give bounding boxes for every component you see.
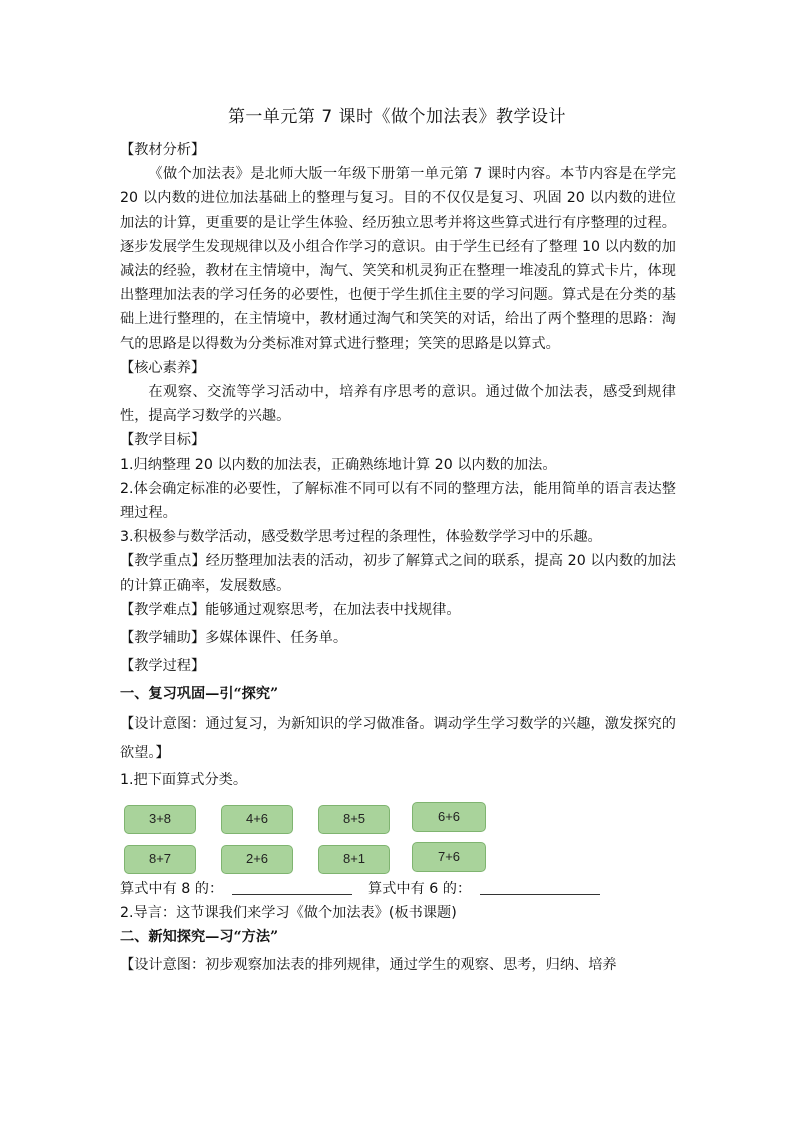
equation-card[interactable]: 6+6 (412, 802, 486, 832)
key-points: 【教学重点】经历整理加法表的活动，初步了解算式之间的联系，提高 20 以内数的加法的计算正确率，发展数感。 (120, 553, 676, 594)
goal-item: 2.体会确定标准的必要性，了解标准不同可以有不同的整理方法，能用简单的语言表达整理过程。 (120, 480, 676, 522)
blank-label-6: 算式中有 6 的： (368, 880, 472, 897)
equation-card[interactable]: 8+7 (124, 845, 196, 874)
section2-intent: 【设计意图：初步观察加法表的排列规律，通过学生的观察、思考，归纳、培养 (120, 957, 617, 974)
section2-heading: 二、新知探究—习“方法” (120, 928, 279, 945)
goal-item: 3.积极参与数学活动，感受数学思考过程的条理性，体验数学学习中的乐趣。 (120, 529, 602, 546)
process-heading: 【教学过程】 (120, 658, 206, 675)
page-title: 第一单元第 7 课时《做个加法表》教学设计 (227, 107, 567, 127)
section1-task2: 2.导言：这节课我们来学习《做个加法表》(板书课题) (120, 904, 457, 921)
analysis-paragraph: 《做个加法表》是北师大版一年级下册第一单元第 7 课时内容。本节内容是在学完 20 以内数的进位加法基础上的整理与复习。目的不仅仅是复习、巩固 20 以内数的进位加法的计算，更重要的是让学生体验、经历独立思考并将这些算式进行有序整理的过程。逐步发展学生发现规律以及小组合作学习的意识。由于学生已经有了整理 10 以内数的加减法的经验，教材在主情境中，淘气、笑笑和机灵狗正在整理一堆凌乱的算式卡片，体现出整理加法表的学习任务的必要性，也便于学生抓住主要的学习问题。算式是在分类的基础上进行整理的，在主情境中，教材通过淘气和笑笑的对话，给出了两个整理的思路：淘气的思路是以得数为分类标准对算式进行整理；笑笑的思路是以算式。 (120, 166, 676, 352)
classification-blanks (120, 877, 676, 901)
equation-card[interactable]: 7+6 (412, 842, 486, 872)
equation-card[interactable]: 8+5 (318, 805, 390, 834)
answer-line-6[interactable] (480, 894, 600, 895)
document-body (120, 138, 676, 981)
equation-card[interactable]: 8+1 (318, 845, 390, 874)
equation-card[interactable]: 4+6 (221, 805, 293, 834)
analysis-heading: 【教材分析】 (120, 142, 206, 158)
section1-heading: 一、复习巩固—引“探究” (120, 686, 279, 703)
equation-card[interactable]: 2+6 (221, 845, 293, 874)
literacy-paragraph: 在观察、交流等学习活动中，培养有序思考的意识。通过做个加法表，感受到规律性，提高学习数学的兴趣。 (120, 384, 676, 425)
answer-line-8[interactable] (232, 894, 352, 895)
blank-label-8: 算式中有 8 的： (120, 880, 224, 897)
goal-item: 1.归纳整理 20 以内数的加法表，正确熟练地计算 20 以内数的加法。 (120, 456, 557, 473)
section1-intent: 【设计意图：通过复习，为新知识的学习做准备。调动学生学习数学的兴趣，激发探究的欲望。】 (120, 716, 676, 762)
section1-task1: 1.把下面算式分类。 (120, 772, 248, 789)
goals-heading: 【教学目标】 (120, 432, 206, 449)
teaching-aids: 【教学辅助】多媒体课件、任务单。 (120, 630, 348, 647)
difficulty: 【教学难点】能够通过观察思考，在加法表中找规律。 (120, 601, 461, 618)
equation-card[interactable]: 3+8 (124, 805, 196, 834)
literacy-heading: 【核心素养】 (120, 359, 206, 376)
equation-cards (120, 799, 676, 875)
